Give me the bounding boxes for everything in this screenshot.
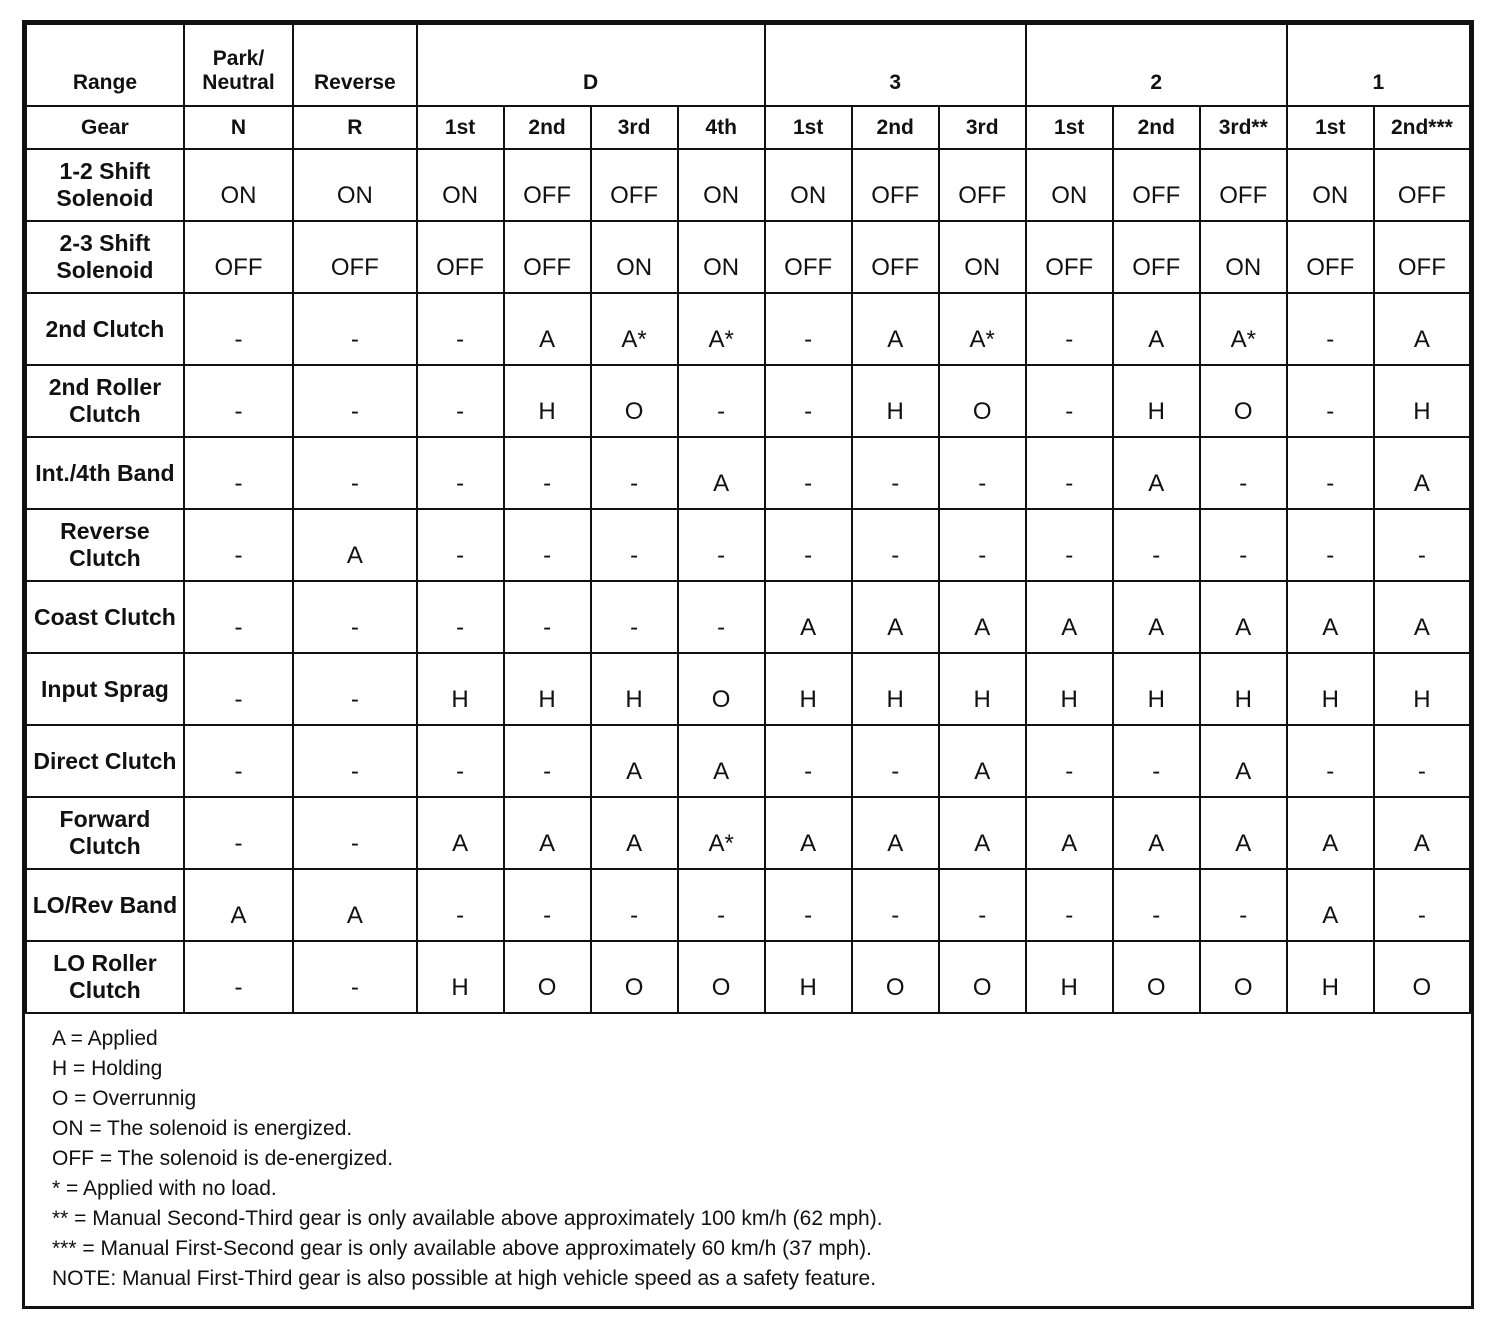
table-cell: -: [1200, 869, 1287, 941]
legend-line: NOTE: Manual First-Third gear is also possible at high vehicle speed as a safety feature.: [52, 1267, 877, 1290]
table-cell: -: [852, 725, 939, 797]
table-cell: -: [765, 509, 852, 581]
table-cell: ON: [293, 149, 416, 221]
table-cell: A: [1287, 797, 1374, 869]
table-row: [26, 293, 1470, 365]
table-cell: A: [852, 581, 939, 653]
table-cell: -: [417, 365, 504, 437]
table-cell: A: [852, 293, 939, 365]
table-cell: H: [1113, 365, 1200, 437]
gear-header-cell: 4th: [678, 106, 765, 149]
table-cell: A: [1200, 581, 1287, 653]
table-cell: -: [1113, 725, 1200, 797]
table-cell: -: [1026, 293, 1113, 365]
table-cell: -: [504, 437, 591, 509]
table-row: [26, 869, 1470, 941]
gear-header-cell: 1st: [1026, 106, 1113, 149]
table-cell: O: [939, 941, 1026, 1013]
table-cell: OFF: [765, 221, 852, 293]
table-cell: -: [1113, 869, 1200, 941]
table-cell: A: [184, 869, 293, 941]
gear-header-cell: 1st: [1287, 106, 1374, 149]
table-cell: -: [293, 653, 416, 725]
table-cell: ON: [678, 149, 765, 221]
table-cell: H: [417, 653, 504, 725]
table-cell: O: [1113, 941, 1200, 1013]
table-cell: OFF: [1113, 221, 1200, 293]
row-label: LO Roller Clutch: [26, 941, 184, 1013]
table-cell: O: [678, 941, 765, 1013]
table-cell: ON: [591, 221, 678, 293]
legend-line: OFF = The solenoid is de-energized.: [52, 1147, 394, 1170]
table-cell: O: [1200, 941, 1287, 1013]
table-cell: -: [504, 509, 591, 581]
range-group-3: 3: [765, 24, 1026, 106]
table-cell: ON: [1026, 149, 1113, 221]
table-cell: -: [1287, 509, 1374, 581]
gear-header-cell: 2nd: [504, 106, 591, 149]
table-cell: ON: [678, 221, 765, 293]
gear-header-cell: 3rd: [591, 106, 678, 149]
table-cell: -: [1287, 293, 1374, 365]
table-cell: -: [852, 869, 939, 941]
table-cell: -: [765, 869, 852, 941]
range-group-d: D: [417, 24, 765, 106]
table-cell: -: [1374, 869, 1470, 941]
table-cell: OFF: [1374, 221, 1470, 293]
table-row: [26, 221, 1470, 293]
table-cell: -: [1287, 365, 1374, 437]
table-row: [26, 653, 1470, 725]
table-row: [26, 437, 1470, 509]
table-cell: A: [504, 797, 591, 869]
table-cell: -: [1287, 437, 1374, 509]
table-cell: A: [939, 725, 1026, 797]
legend-line: * = Applied with no load.: [52, 1177, 277, 1200]
table-cell: OFF: [184, 221, 293, 293]
table-cell: A*: [591, 293, 678, 365]
table-cell: A: [765, 797, 852, 869]
table-row: [26, 797, 1470, 869]
range-group-1: 1: [1287, 24, 1470, 106]
table-cell: -: [504, 581, 591, 653]
range-group-park-neutral: Park/ Neutral: [184, 24, 293, 106]
legend-line: ON = The solenoid is energized.: [52, 1117, 353, 1140]
table-cell: -: [293, 365, 416, 437]
table-cell: H: [1026, 941, 1113, 1013]
table-cell: -: [678, 365, 765, 437]
table-cell: A: [293, 869, 416, 941]
table-cell: -: [939, 437, 1026, 509]
row-label: Coast Clutch: [26, 581, 184, 653]
table-cell: -: [1200, 509, 1287, 581]
table-cell: A: [1113, 293, 1200, 365]
table-cell: OFF: [1113, 149, 1200, 221]
table-cell: -: [293, 941, 416, 1013]
table-cell: H: [852, 365, 939, 437]
gear-header-cell: 2nd***: [1374, 106, 1470, 149]
table-cell: A*: [1200, 293, 1287, 365]
table-cell: OFF: [1287, 221, 1374, 293]
table-cell: H: [1287, 941, 1374, 1013]
table-cell: A: [1374, 293, 1470, 365]
table-cell: -: [1026, 509, 1113, 581]
table-cell: -: [293, 437, 416, 509]
table-cell: ON: [1200, 221, 1287, 293]
table-cell: -: [184, 365, 293, 437]
table-row: [26, 149, 1470, 221]
table-cell: A: [591, 797, 678, 869]
table-row: [26, 509, 1470, 581]
table-cell: OFF: [591, 149, 678, 221]
table-row: [26, 365, 1470, 437]
table-cell: -: [184, 797, 293, 869]
table-cell: A: [1374, 437, 1470, 509]
legend-line: H = Holding: [52, 1057, 163, 1080]
table-cell: -: [417, 869, 504, 941]
table-cell: -: [765, 725, 852, 797]
table-cell: H: [1200, 653, 1287, 725]
table-cell: -: [678, 581, 765, 653]
table-cell: O: [591, 941, 678, 1013]
table-cell: A: [765, 581, 852, 653]
table-cell: -: [293, 293, 416, 365]
gear-header-cell: 2nd: [852, 106, 939, 149]
table-cell: -: [417, 437, 504, 509]
table-cell: -: [1113, 509, 1200, 581]
table-cell: -: [765, 365, 852, 437]
table-cell: -: [765, 437, 852, 509]
table-cell: -: [184, 581, 293, 653]
table-cell: H: [417, 941, 504, 1013]
table-cell: -: [939, 869, 1026, 941]
table-cell: H: [1287, 653, 1374, 725]
table-cell: -: [184, 509, 293, 581]
table-cell: A: [678, 437, 765, 509]
table-cell: A*: [939, 293, 1026, 365]
table-cell: H: [1026, 653, 1113, 725]
gear-header-cell: N: [184, 106, 293, 149]
table-cell: -: [1026, 437, 1113, 509]
table-cell: ON: [184, 149, 293, 221]
legend-line: ** = Manual Second-Third gear is only available above approximately 100 km/h (62 mph).: [52, 1207, 883, 1230]
table-cell: ON: [417, 149, 504, 221]
table-cell: -: [293, 581, 416, 653]
table-cell: A: [678, 725, 765, 797]
table-cell: -: [184, 653, 293, 725]
table-cell: A: [939, 581, 1026, 653]
table-cell: A: [1374, 581, 1470, 653]
table-cell: -: [1026, 725, 1113, 797]
table-cell: -: [504, 869, 591, 941]
table-cell: H: [504, 365, 591, 437]
shift-chart-sheet: [22, 20, 1474, 1309]
table-cell: A: [1026, 797, 1113, 869]
table-cell: A: [1026, 581, 1113, 653]
table-cell: H: [765, 941, 852, 1013]
legend: [25, 1014, 1471, 1306]
table-cell: -: [1200, 437, 1287, 509]
table-cell: -: [417, 581, 504, 653]
table-cell: -: [184, 725, 293, 797]
table-cell: -: [184, 293, 293, 365]
gear-header-cell: 2nd: [1113, 106, 1200, 149]
table-cell: -: [1374, 509, 1470, 581]
table-cell: OFF: [1374, 149, 1470, 221]
table-cell: A: [293, 509, 416, 581]
table-cell: H: [939, 653, 1026, 725]
row-label: Int./4th Band: [26, 437, 184, 509]
legend-line: A = Applied: [52, 1027, 158, 1050]
table-cell: ON: [1287, 149, 1374, 221]
range-group-reverse: Reverse: [293, 24, 416, 106]
table-cell: OFF: [293, 221, 416, 293]
table-cell: -: [1287, 725, 1374, 797]
table-cell: -: [184, 437, 293, 509]
legend-line: O = Overrunnig: [52, 1087, 197, 1110]
table-cell: H: [852, 653, 939, 725]
gear-header-row: [26, 106, 1470, 149]
table-cell: ON: [765, 149, 852, 221]
range-header-row: [26, 24, 1470, 106]
table-cell: -: [939, 509, 1026, 581]
table-cell: O: [939, 365, 1026, 437]
table-cell: OFF: [852, 149, 939, 221]
table-cell: H: [591, 653, 678, 725]
table-cell: -: [852, 437, 939, 509]
table-cell: -: [293, 797, 416, 869]
table-cell: A*: [678, 797, 765, 869]
table-cell: A: [852, 797, 939, 869]
gear-header-label: Gear: [26, 106, 184, 149]
table-cell: -: [591, 869, 678, 941]
row-label: 1-2 Shift Solenoid: [26, 149, 184, 221]
table-cell: -: [591, 581, 678, 653]
table-cell: H: [765, 653, 852, 725]
table-cell: -: [591, 509, 678, 581]
table-row: [26, 581, 1470, 653]
gear-header-cell: 3rd**: [1200, 106, 1287, 149]
table-cell: H: [1374, 653, 1470, 725]
table-cell: O: [678, 653, 765, 725]
table-cell: H: [1113, 653, 1200, 725]
range-header-label: Range: [26, 24, 184, 106]
row-label: 2nd Clutch: [26, 293, 184, 365]
row-label: Input Sprag: [26, 653, 184, 725]
table-cell: A: [1113, 437, 1200, 509]
table-cell: -: [852, 509, 939, 581]
table-cell: A*: [678, 293, 765, 365]
table-row: [26, 941, 1470, 1013]
table-cell: OFF: [504, 221, 591, 293]
table-cell: A: [1374, 797, 1470, 869]
row-label: Direct Clutch: [26, 725, 184, 797]
table-cell: -: [1026, 365, 1113, 437]
table-cell: O: [504, 941, 591, 1013]
gear-header-cell: 1st: [417, 106, 504, 149]
gear-header-cell: 3rd: [939, 106, 1026, 149]
table-cell: -: [1026, 869, 1113, 941]
table-cell: OFF: [1026, 221, 1113, 293]
gear-header-cell: 1st: [765, 106, 852, 149]
range-group-2: 2: [1026, 24, 1287, 106]
table-cell: OFF: [1200, 149, 1287, 221]
row-label: Forward Clutch: [26, 797, 184, 869]
table-cell: O: [591, 365, 678, 437]
table-cell: -: [765, 293, 852, 365]
table-cell: O: [1200, 365, 1287, 437]
table-cell: -: [1374, 725, 1470, 797]
table-cell: A: [417, 797, 504, 869]
table-cell: A: [1287, 581, 1374, 653]
table-cell: OFF: [504, 149, 591, 221]
table-cell: OFF: [852, 221, 939, 293]
table-cell: -: [591, 437, 678, 509]
table-row: [26, 725, 1470, 797]
table-cell: -: [417, 725, 504, 797]
row-label: LO/Rev Band: [26, 869, 184, 941]
table-cell: -: [184, 941, 293, 1013]
table-cell: A: [1200, 725, 1287, 797]
table-cell: OFF: [939, 149, 1026, 221]
table-cell: A: [1287, 869, 1374, 941]
gear-header-cell: R: [293, 106, 416, 149]
table-cell: H: [504, 653, 591, 725]
table-cell: H: [1374, 365, 1470, 437]
table-cell: -: [504, 725, 591, 797]
clutch-application-table: [25, 23, 1471, 1014]
table-cell: -: [417, 293, 504, 365]
table-cell: ON: [939, 221, 1026, 293]
table-cell: OFF: [417, 221, 504, 293]
row-label: 2nd Roller Clutch: [26, 365, 184, 437]
row-label: Reverse Clutch: [26, 509, 184, 581]
table-cell: A: [504, 293, 591, 365]
legend-line: *** = Manual First-Second gear is only available above approximately 60 km/h (37 mph).: [52, 1237, 872, 1260]
table-cell: A: [1200, 797, 1287, 869]
table-cell: -: [678, 869, 765, 941]
table-cell: O: [1374, 941, 1470, 1013]
table-cell: -: [417, 509, 504, 581]
table-cell: O: [852, 941, 939, 1013]
table-cell: -: [678, 509, 765, 581]
table-body: [26, 149, 1470, 1013]
table-cell: A: [591, 725, 678, 797]
row-label: 2-3 Shift Solenoid: [26, 221, 184, 293]
table-cell: A: [1113, 581, 1200, 653]
table-cell: A: [939, 797, 1026, 869]
table-cell: A: [1113, 797, 1200, 869]
table-cell: -: [293, 725, 416, 797]
